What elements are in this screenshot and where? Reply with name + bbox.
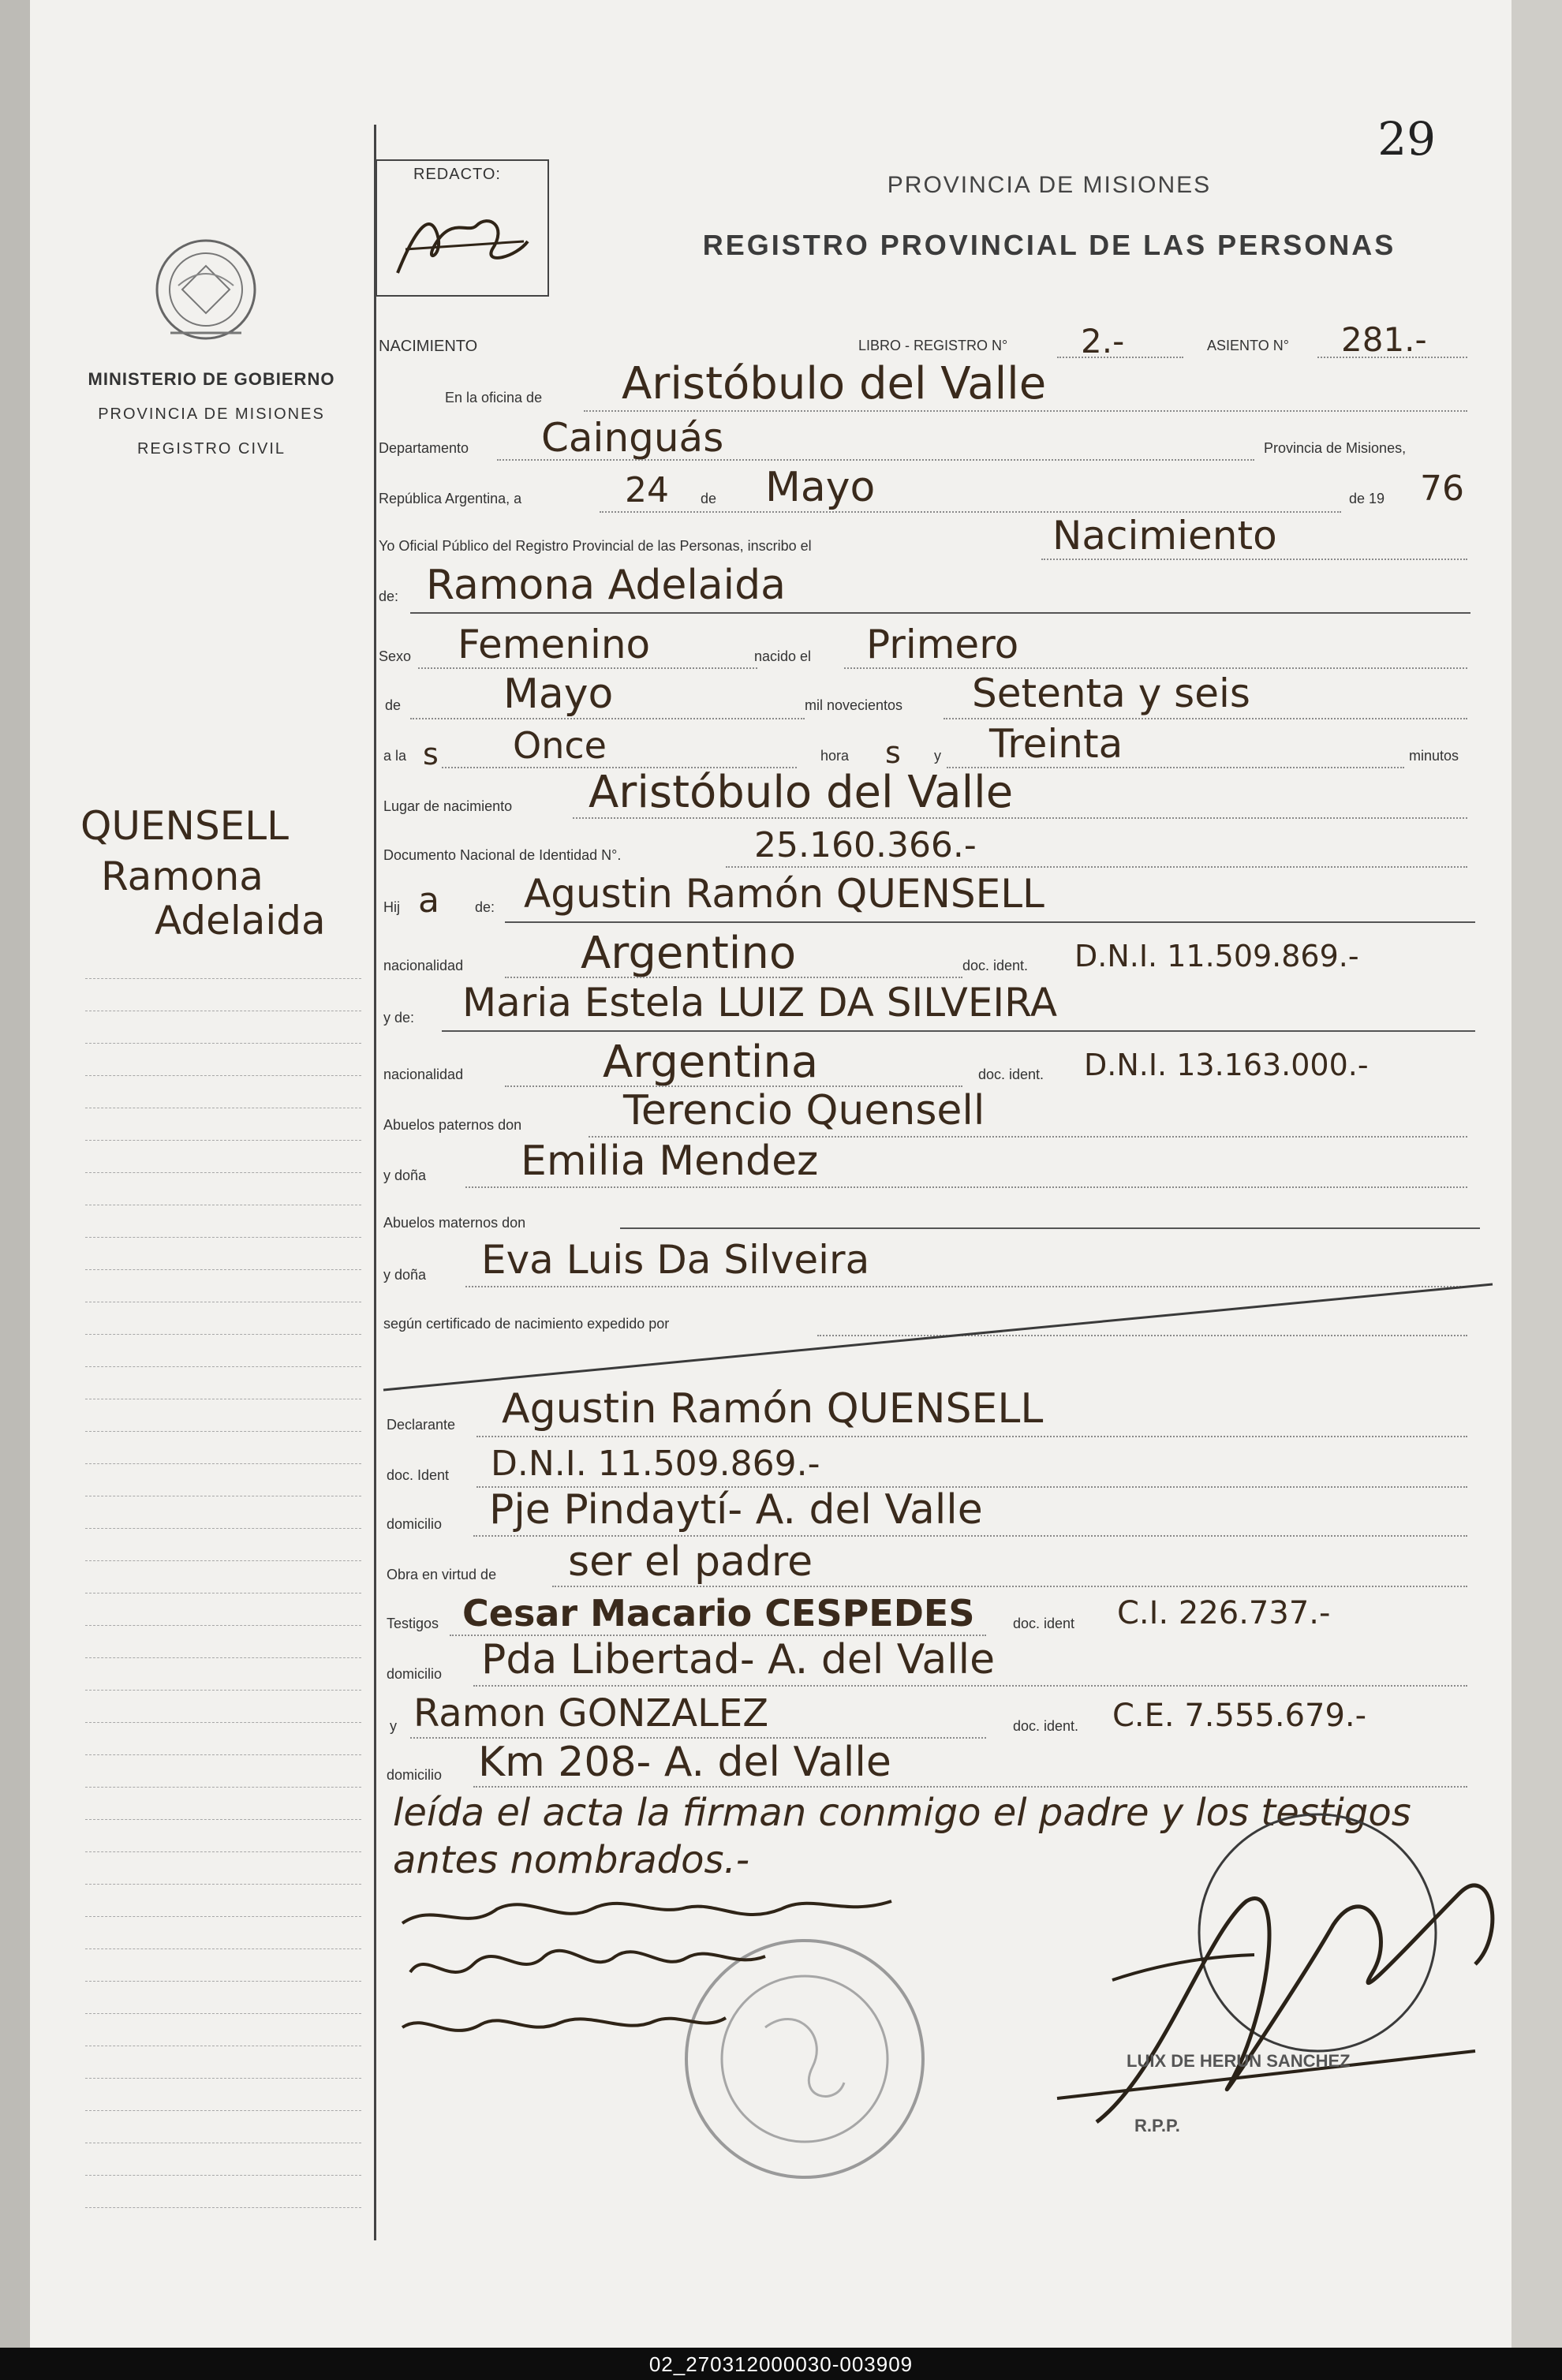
asiento-label: ASIENTO N° [1207,338,1289,353]
nacionalidad2-value: Argentina [603,1037,819,1088]
de-label: de [701,491,717,506]
abuelos-paternos-label: Abuelos paternos don [383,1117,522,1133]
ruled-line [85,1593,361,1594]
alas-label: a la [383,748,407,764]
redacto-signature-icon [390,186,536,289]
ministry-province: PROVINCIA DE MISIONES [98,405,325,423]
departamento-label: Departamento [379,440,469,456]
ruled-line [85,2110,361,2111]
hour-value: Once [513,724,607,767]
domicilio1-value: Pje Pindaytí- A. del Valle [489,1486,983,1534]
ruled-line [85,1140,361,1141]
nacionalidad1-label: nacionalidad [383,958,464,973]
ruled-line [85,1237,361,1238]
domicilio1-label: domicilio [387,1516,443,1532]
ruled-line [85,1075,361,1076]
lugar-label: Lugar de nacimiento [383,798,513,814]
ruled-line [85,1819,361,1820]
ruled-line [85,1754,361,1755]
doc2-value: D.N.I. 13.163.000.- [1084,1048,1369,1082]
obra-value: ser el padre [568,1538,813,1586]
segun-label: según certificado de nacimiento expedido por [383,1316,670,1332]
ydona2-label: y doña [383,1267,427,1283]
domicilio2-label: domicilio [387,1666,443,1682]
ruled-line [85,1690,361,1691]
officer-signature-icon [1057,1814,1493,2122]
abuelos-paternos-value: Terencio Quensell [623,1087,985,1134]
testigo1-value: Cesar Macario CESPEDES [462,1592,975,1635]
domicilio3-label: domicilio [387,1767,443,1783]
year-label: de 19 [1349,491,1385,506]
abuelos-maternos-label: Abuelos maternos don [383,1215,526,1231]
domicilio2-value: Pda Libertad- A. del Valle [481,1636,996,1683]
declarante-label: Declarante [387,1417,456,1433]
father-signature-icon [402,1901,891,1923]
de4-label: de: [475,899,495,915]
nacido-label: nacido el [754,648,812,664]
oficial-label: Yo Oficial Público del Registro Provincial de las Personas, inscribo el [379,538,812,554]
header-province: PROVINCIA DE MISIONES [887,172,1212,198]
testigo2-value: Ramon GONZALEZ [413,1691,769,1735]
footer-label: 02_270312000030-003909 [648,2352,914,2376]
ruled-line [85,2207,361,2208]
doc1-label: doc. ident. [962,958,1029,973]
ruled-line [85,1463,361,1464]
minutes-value: Treinta [989,721,1123,767]
dni-label: Documento Nacional de Identidad N°. [383,847,622,863]
ydona1-label: y doña [383,1168,427,1183]
margin-given-name-1: Ramona [101,854,263,899]
libro-value: 2.- [1081,322,1125,361]
redacto-label: REDACTO: [413,166,501,183]
ministry-registry: REGISTRO CIVIL [136,440,286,458]
nacimiento-label: NACIMIENTO [379,338,478,355]
closing-line-1: leída el acta la firman conmigo el padre y los testigos [393,1791,1411,1835]
minutos-label: minutos [1409,748,1459,764]
mother-value: Maria Estela LUIZ DA SILVEIRA [462,980,1058,1026]
ruled-line [85,1981,361,1982]
ruled-line [85,1528,361,1529]
ruled-line [85,2175,361,2176]
ruled-line [85,978,361,979]
ruled-line [85,1722,361,1723]
year-value: 76 [1420,469,1464,509]
signatures-area [371,1775,1554,2185]
ruled-line [85,1334,361,1335]
lugar-value: Aristóbulo del Valle [589,767,1014,818]
doc-testigo1-label: doc. ident [1013,1616,1075,1631]
margin-surname: QUENSELL [80,803,289,849]
hij-label: Hij [383,899,400,915]
abuela-materna-value: Eva Luis Da Silveira [481,1237,870,1283]
asiento-value: 281.- [1341,320,1427,359]
ruled-line [85,2078,361,2079]
ruled-line [85,1625,361,1626]
witness1-signature-icon [410,1951,765,1972]
mil-label: mil novecientos [805,697,903,713]
y2-label: y [390,1718,397,1734]
ruled-line [85,1657,361,1658]
mil-value: Setenta y seis [972,671,1250,716]
header-registry: REGISTRO PROVINCIAL DE LAS PERSONAS [702,229,1396,261]
margin-given-name-2: Adelaida [155,898,326,943]
ministry-title: MINISTERIO DE GOBIERNO [88,369,335,389]
ruled-line [85,1269,361,1270]
officer-stamp-line2: R.P.P. [1134,2116,1180,2135]
ruled-line [85,1431,361,1432]
ruled-line [85,1851,361,1852]
registered-name: Ramona Adelaida [426,562,786,609]
ruled-line [85,1948,361,1949]
ruled-line [85,1172,361,1173]
yde-label: y de: [383,1010,415,1026]
de3-label: de [385,697,402,713]
alas-suffix: s [423,737,439,772]
ruled-line [85,1560,361,1561]
departamento-value: Cainguás [541,415,724,461]
hora-suffix: s [885,735,901,770]
officer-stamp-line1: LUIX DE HERUN SANCHEZ [1127,2051,1351,2071]
ruled-line [85,1916,361,1917]
de2-label: de: [379,588,399,604]
oficina-value: Aristóbulo del Valle [622,358,1047,409]
republica-label: República Argentina, a [379,491,522,506]
provincial-seal-icon [147,230,265,349]
ruled-line [85,1787,361,1788]
doc-testigo1-value: C.I. 226.737.- [1117,1595,1331,1631]
ruled-line [85,1043,361,1044]
closing-line-2: antes nombrados.- [393,1838,750,1882]
doc2-label: doc. ident. [978,1067,1044,1082]
month-value: Mayo [765,464,876,511]
sexo-value: Femenino [458,622,651,667]
nacionalidad1-value: Argentino [581,928,797,979]
redacto-box [376,159,549,297]
dni-value: 25.160.366.- [754,825,977,865]
day-value: 24 [625,470,669,510]
abuela-paterna-value: Emilia Mendez [521,1138,819,1185]
official-round-stamp-icon [686,1941,923,2177]
testigos-label: Testigos [387,1616,439,1631]
page-number: 29 [1377,112,1436,166]
doc-declarante-value: D.N.I. 11.509.869.- [491,1444,820,1484]
oficina-label: En la oficina de [445,390,543,405]
hij-suffix: a [418,880,439,921]
nacido-value: Primero [866,622,1019,667]
father-value: Agustin Ramón QUENSELL [524,871,1044,917]
hora-label: hora [820,748,850,764]
domicilio3-value: Km 208- A. del Valle [478,1739,891,1786]
oficial-value: Nacimiento [1052,513,1277,559]
witness2-signature-icon [402,2018,726,2031]
declarante-value: Agustin Ramón QUENSELL [502,1385,1044,1433]
cancel-line [379,1278,1499,1396]
ruled-line [85,1884,361,1885]
sexo-label: Sexo [379,648,412,664]
binding-edge [0,0,30,2348]
ruled-line [85,1366,361,1367]
nacionalidad2-label: nacionalidad [383,1067,464,1082]
obra-label: Obra en virtud de [387,1567,497,1582]
libro-label: LIBRO - REGISTRO N° [858,338,1008,353]
doc-testigo2-value: C.E. 7.555.679.- [1112,1698,1367,1734]
doc1-value: D.N.I. 11.509.869.- [1074,939,1359,973]
y-label: y [934,748,941,764]
doc-testigo2-label: doc. ident. [1013,1718,1079,1734]
birth-month-value: Mayo [503,671,614,718]
provincia-label: Provincia de Misiones, [1264,440,1407,456]
ruled-line [85,2013,361,2014]
doc-declarante-label: doc. Ident [387,1467,450,1483]
